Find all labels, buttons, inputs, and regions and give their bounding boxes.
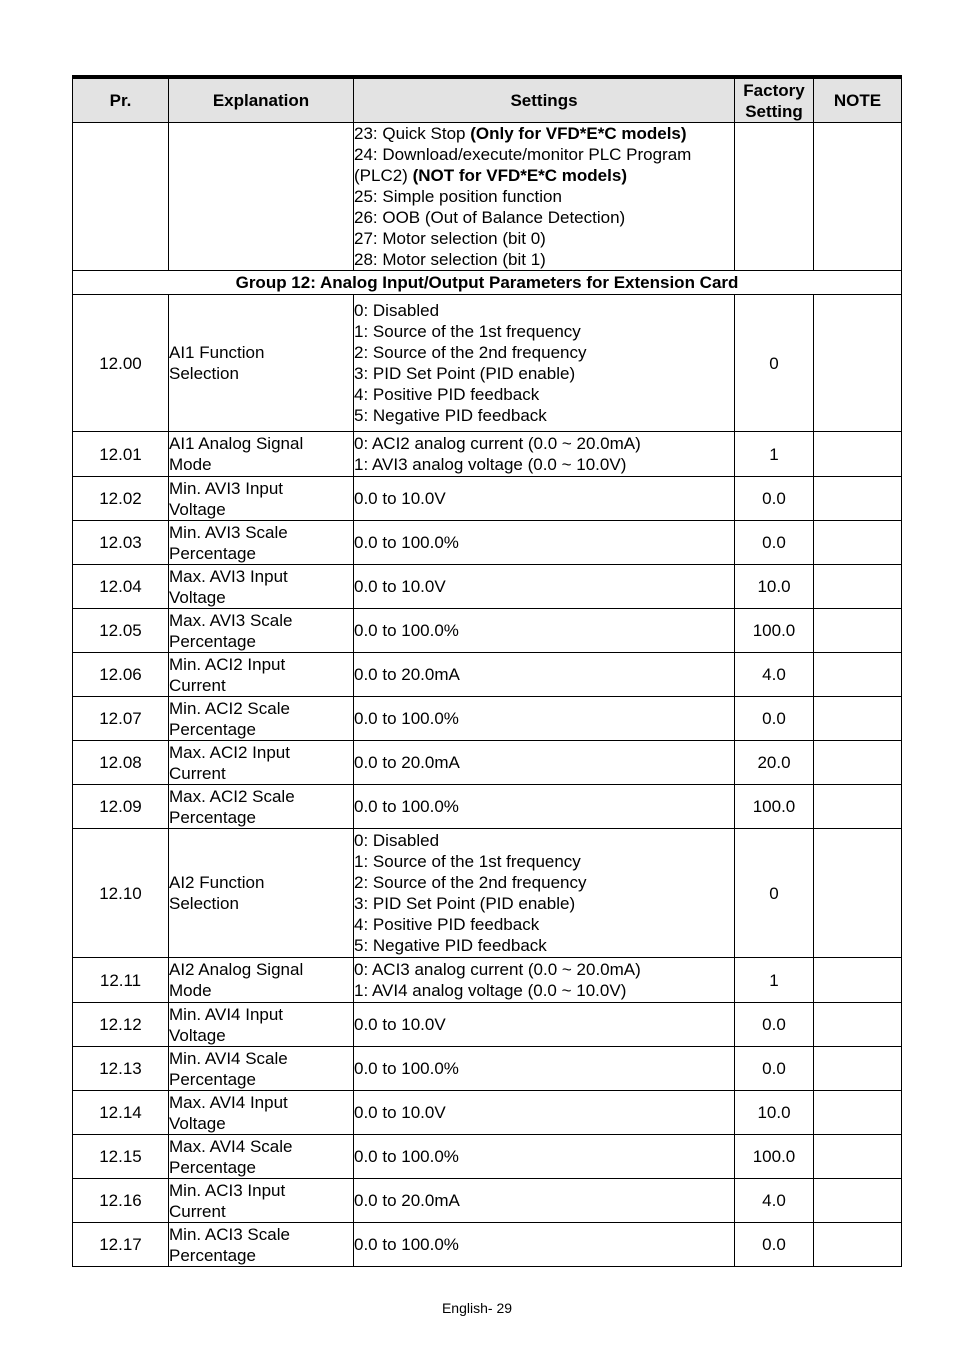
- param-settings: [354, 1091, 735, 1135]
- note-cell: [814, 653, 902, 697]
- table-row: [73, 477, 902, 521]
- table-row: [73, 1179, 902, 1223]
- param-explanation: [169, 1135, 354, 1179]
- explanation-line: Current: [169, 675, 226, 695]
- header-factory-line2: Setting: [745, 101, 803, 121]
- setting-line-26: 26: OOB (Out of Balance Detection): [354, 208, 626, 227]
- param-number: 12.12: [73, 1003, 169, 1047]
- explanation-line: Max. AVI4 Scale: [169, 1136, 293, 1156]
- explanation-line: Min. AVI3 Scale: [169, 522, 288, 542]
- header-factory-setting: [735, 77, 814, 123]
- continuation-pr-cell: [73, 123, 169, 271]
- setting-line: 0.0 to 100.0%: [354, 621, 459, 640]
- header-settings: Settings: [354, 77, 735, 123]
- table-header-row: [73, 77, 902, 123]
- table-row: [73, 565, 902, 609]
- setting-line: 0.0 to 10.0V: [354, 489, 446, 508]
- setting-23-bold: (Only for VFD*E*C models): [470, 124, 687, 143]
- factory-setting: 0.0: [735, 1223, 814, 1267]
- setting-line: 0.0 to 20.0mA: [354, 1191, 460, 1210]
- param-explanation: [169, 565, 354, 609]
- param-settings: [354, 1179, 735, 1223]
- explanation-line: Max. ACI2 Input: [169, 742, 290, 762]
- note-cell: [814, 829, 902, 958]
- param-explanation: [169, 653, 354, 697]
- explanation-line: Min. AVI4 Scale: [169, 1048, 288, 1068]
- setting-line: 0.0 to 100.0%: [354, 1147, 459, 1166]
- setting-line: 1: AVI4 analog voltage (0.0 ~ 10.0V): [354, 981, 627, 1000]
- explanation-line: Percentage: [169, 1157, 256, 1177]
- param-number: 12.05: [73, 609, 169, 653]
- explanation-line: Percentage: [169, 1245, 256, 1265]
- table-row: [73, 1047, 902, 1091]
- setting-line: 0: Disabled: [354, 831, 440, 850]
- note-cell: [814, 741, 902, 785]
- param-settings: [354, 295, 735, 432]
- explanation-line: Percentage: [169, 719, 256, 739]
- table-row: [73, 741, 902, 785]
- explanation-line: Percentage: [169, 631, 256, 651]
- continuation-factory-cell: [735, 123, 814, 271]
- param-explanation: [169, 609, 354, 653]
- param-explanation: [169, 295, 354, 432]
- param-number: 12.04: [73, 565, 169, 609]
- table-row: [73, 653, 902, 697]
- page-footer: English- 29: [441, 1300, 513, 1316]
- param-settings: [354, 1223, 735, 1267]
- param-number: 12.01: [73, 432, 169, 477]
- setting-24b-bold: (NOT for VFD*E*C models): [412, 166, 627, 185]
- param-settings: [354, 958, 735, 1003]
- header-explanation: Explanation: [169, 77, 354, 123]
- continuation-row: [73, 123, 902, 271]
- param-explanation: [169, 477, 354, 521]
- table-row: [73, 1223, 902, 1267]
- explanation-line: AI1 Analog Signal: [169, 434, 304, 453]
- table-row: [73, 1135, 902, 1179]
- explanation-line: Min. ACI3 Scale: [169, 1224, 290, 1244]
- param-explanation: [169, 697, 354, 741]
- table-row: [73, 785, 902, 829]
- explanation-line: AI1 Function: [169, 343, 265, 362]
- table-row: [73, 1003, 902, 1047]
- explanation-line: AI2 Function: [169, 873, 265, 892]
- note-cell: [814, 1223, 902, 1267]
- factory-setting: 1: [735, 432, 814, 477]
- setting-line: 1: Source of the 1st frequency: [354, 322, 581, 341]
- setting-line: 0.0 to 20.0mA: [354, 753, 460, 772]
- note-cell: [814, 477, 902, 521]
- param-explanation: [169, 1179, 354, 1223]
- param-explanation: [169, 829, 354, 958]
- explanation-line: Max. AVI4 Input: [169, 1092, 288, 1112]
- param-explanation: [169, 1091, 354, 1135]
- setting-line: 0.0 to 100.0%: [354, 709, 459, 728]
- setting-line: 0.0 to 100.0%: [354, 797, 459, 816]
- factory-setting: 0.0: [735, 521, 814, 565]
- setting-line: 0: ACI2 analog current (0.0 ~ 20.0mA): [354, 434, 641, 453]
- explanation-line: Voltage: [169, 1025, 226, 1045]
- setting-line-24b: [354, 165, 734, 186]
- table-row: [73, 521, 902, 565]
- param-number: 12.02: [73, 477, 169, 521]
- setting-line: 0.0 to 10.0V: [354, 1103, 446, 1122]
- param-settings: [354, 829, 735, 958]
- explanation-line: Voltage: [169, 587, 226, 607]
- note-cell: [814, 432, 902, 477]
- note-cell: [814, 1091, 902, 1135]
- explanation-line: Voltage: [169, 499, 226, 519]
- explanation-line: Percentage: [169, 807, 256, 827]
- continuation-expl-cell: [169, 123, 354, 271]
- explanation-line: Current: [169, 1201, 226, 1221]
- header-factory-line1: Factory: [743, 80, 805, 100]
- param-settings: [354, 653, 735, 697]
- explanation-line: Current: [169, 763, 226, 783]
- note-cell: [814, 1135, 902, 1179]
- factory-setting: 0.0: [735, 1047, 814, 1091]
- param-number: 12.14: [73, 1091, 169, 1135]
- explanation-line: Mode: [169, 455, 212, 474]
- param-settings: [354, 1135, 735, 1179]
- explanation-line: Voltage: [169, 1113, 226, 1133]
- setting-line-27: 27: Motor selection (bit 0): [354, 229, 546, 248]
- explanation-line: Max. AVI3 Scale: [169, 610, 293, 630]
- factory-setting: 10.0: [735, 1091, 814, 1135]
- param-explanation: [169, 1223, 354, 1267]
- setting-line-24: 24: Download/execute/monitor PLC Program: [354, 145, 692, 164]
- param-settings: [354, 1047, 735, 1091]
- note-cell: [814, 521, 902, 565]
- table-row: [73, 958, 902, 1003]
- factory-setting: 100.0: [735, 609, 814, 653]
- setting-line-23: [354, 123, 734, 144]
- note-cell: [814, 1003, 902, 1047]
- factory-setting: 100.0: [735, 785, 814, 829]
- param-number: 12.15: [73, 1135, 169, 1179]
- param-explanation: [169, 958, 354, 1003]
- param-settings: [354, 477, 735, 521]
- param-settings: [354, 741, 735, 785]
- factory-setting: 10.0: [735, 565, 814, 609]
- setting-line: 0.0 to 10.0V: [354, 1015, 446, 1034]
- header-note: NOTE: [814, 77, 902, 123]
- setting-24b-text: (PLC2): [354, 166, 413, 185]
- explanation-line: Selection: [169, 364, 239, 383]
- explanation-line: Percentage: [169, 543, 256, 563]
- table-row: [73, 1091, 902, 1135]
- setting-23-text: 23: Quick Stop: [354, 124, 471, 143]
- note-cell: [814, 1179, 902, 1223]
- param-settings: [354, 697, 735, 741]
- table-row: [73, 609, 902, 653]
- factory-setting: 0.0: [735, 1003, 814, 1047]
- note-cell: [814, 1047, 902, 1091]
- setting-line: 3: PID Set Point (PID enable): [354, 364, 576, 383]
- parameter-table: [72, 75, 902, 1267]
- param-number: 12.06: [73, 653, 169, 697]
- param-number: 12.10: [73, 829, 169, 958]
- note-cell: [814, 958, 902, 1003]
- factory-setting: 0.0: [735, 697, 814, 741]
- factory-setting: 0: [735, 829, 814, 958]
- setting-line: 0: Disabled: [354, 301, 440, 320]
- param-number: 12.03: [73, 521, 169, 565]
- param-explanation: [169, 432, 354, 477]
- param-number: 12.08: [73, 741, 169, 785]
- explanation-line: Max. AVI3 Input: [169, 566, 288, 586]
- param-explanation: [169, 741, 354, 785]
- group-title: Group 12: Analog Input/Output Parameters for Extension Card: [73, 271, 902, 295]
- note-cell: [814, 565, 902, 609]
- explanation-line: Max. ACI2 Scale: [169, 786, 295, 806]
- setting-line: 5: Negative PID feedback: [354, 406, 547, 425]
- param-number: 12.16: [73, 1179, 169, 1223]
- setting-line: 0.0 to 100.0%: [354, 1059, 459, 1078]
- factory-setting: 0: [735, 295, 814, 432]
- param-settings: [354, 785, 735, 829]
- setting-line-25: 25: Simple position function: [354, 187, 562, 206]
- explanation-line: Min. AVI3 Input: [169, 478, 284, 498]
- setting-line: 0.0 to 20.0mA: [354, 665, 460, 684]
- param-number: 12.11: [73, 958, 169, 1003]
- explanation-line: Min. ACI3 Input: [169, 1180, 286, 1200]
- param-explanation: [169, 1047, 354, 1091]
- setting-line: 1: AVI3 analog voltage (0.0 ~ 10.0V): [354, 455, 627, 474]
- table-row: [73, 295, 902, 432]
- param-explanation: [169, 1003, 354, 1047]
- note-cell: [814, 785, 902, 829]
- setting-line: 3: PID Set Point (PID enable): [354, 894, 576, 913]
- setting-line: 4: Positive PID feedback: [354, 385, 540, 404]
- explanation-line: Min. AVI4 Input: [169, 1004, 284, 1024]
- factory-setting: 4.0: [735, 1179, 814, 1223]
- explanation-line: Min. ACI2 Input: [169, 654, 286, 674]
- note-cell: [814, 697, 902, 741]
- setting-line-28: 28: Motor selection (bit 1): [354, 250, 546, 269]
- param-settings: [354, 1003, 735, 1047]
- setting-line: 0.0 to 100.0%: [354, 533, 459, 552]
- setting-line: 2: Source of the 2nd frequency: [354, 343, 587, 362]
- setting-line: 0.0 to 100.0%: [354, 1235, 459, 1254]
- explanation-line: Percentage: [169, 1069, 256, 1089]
- explanation-line: AI2 Analog Signal: [169, 960, 304, 979]
- explanation-line: Min. ACI2 Scale: [169, 698, 290, 718]
- setting-line: 0: ACI3 analog current (0.0 ~ 20.0mA): [354, 960, 641, 979]
- param-settings: [354, 521, 735, 565]
- note-cell: [814, 295, 902, 432]
- param-number: 12.09: [73, 785, 169, 829]
- setting-line: 4: Positive PID feedback: [354, 915, 540, 934]
- continuation-note-cell: [814, 123, 902, 271]
- continuation-settings-cell: [354, 123, 735, 271]
- param-number: 12.00: [73, 295, 169, 432]
- param-number: 12.17: [73, 1223, 169, 1267]
- factory-setting: 20.0: [735, 741, 814, 785]
- factory-setting: 100.0: [735, 1135, 814, 1179]
- header-pr: Pr.: [73, 77, 169, 123]
- param-settings: [354, 432, 735, 477]
- table-row: [73, 697, 902, 741]
- factory-setting: 0.0: [735, 477, 814, 521]
- param-settings: [354, 565, 735, 609]
- note-cell: [814, 609, 902, 653]
- setting-line: 1: Source of the 1st frequency: [354, 852, 581, 871]
- param-settings: [354, 609, 735, 653]
- group-row: [73, 271, 902, 295]
- setting-line: 5: Negative PID feedback: [354, 936, 547, 955]
- factory-setting: 4.0: [735, 653, 814, 697]
- param-number: 12.13: [73, 1047, 169, 1091]
- factory-setting: 1: [735, 958, 814, 1003]
- table-row: [73, 829, 902, 958]
- table-row: [73, 432, 902, 477]
- setting-line: 0.0 to 10.0V: [354, 577, 446, 596]
- param-explanation: [169, 785, 354, 829]
- explanation-line: Selection: [169, 894, 239, 913]
- param-explanation: [169, 521, 354, 565]
- explanation-line: Mode: [169, 981, 212, 1000]
- param-number: 12.07: [73, 697, 169, 741]
- setting-line: 2: Source of the 2nd frequency: [354, 873, 587, 892]
